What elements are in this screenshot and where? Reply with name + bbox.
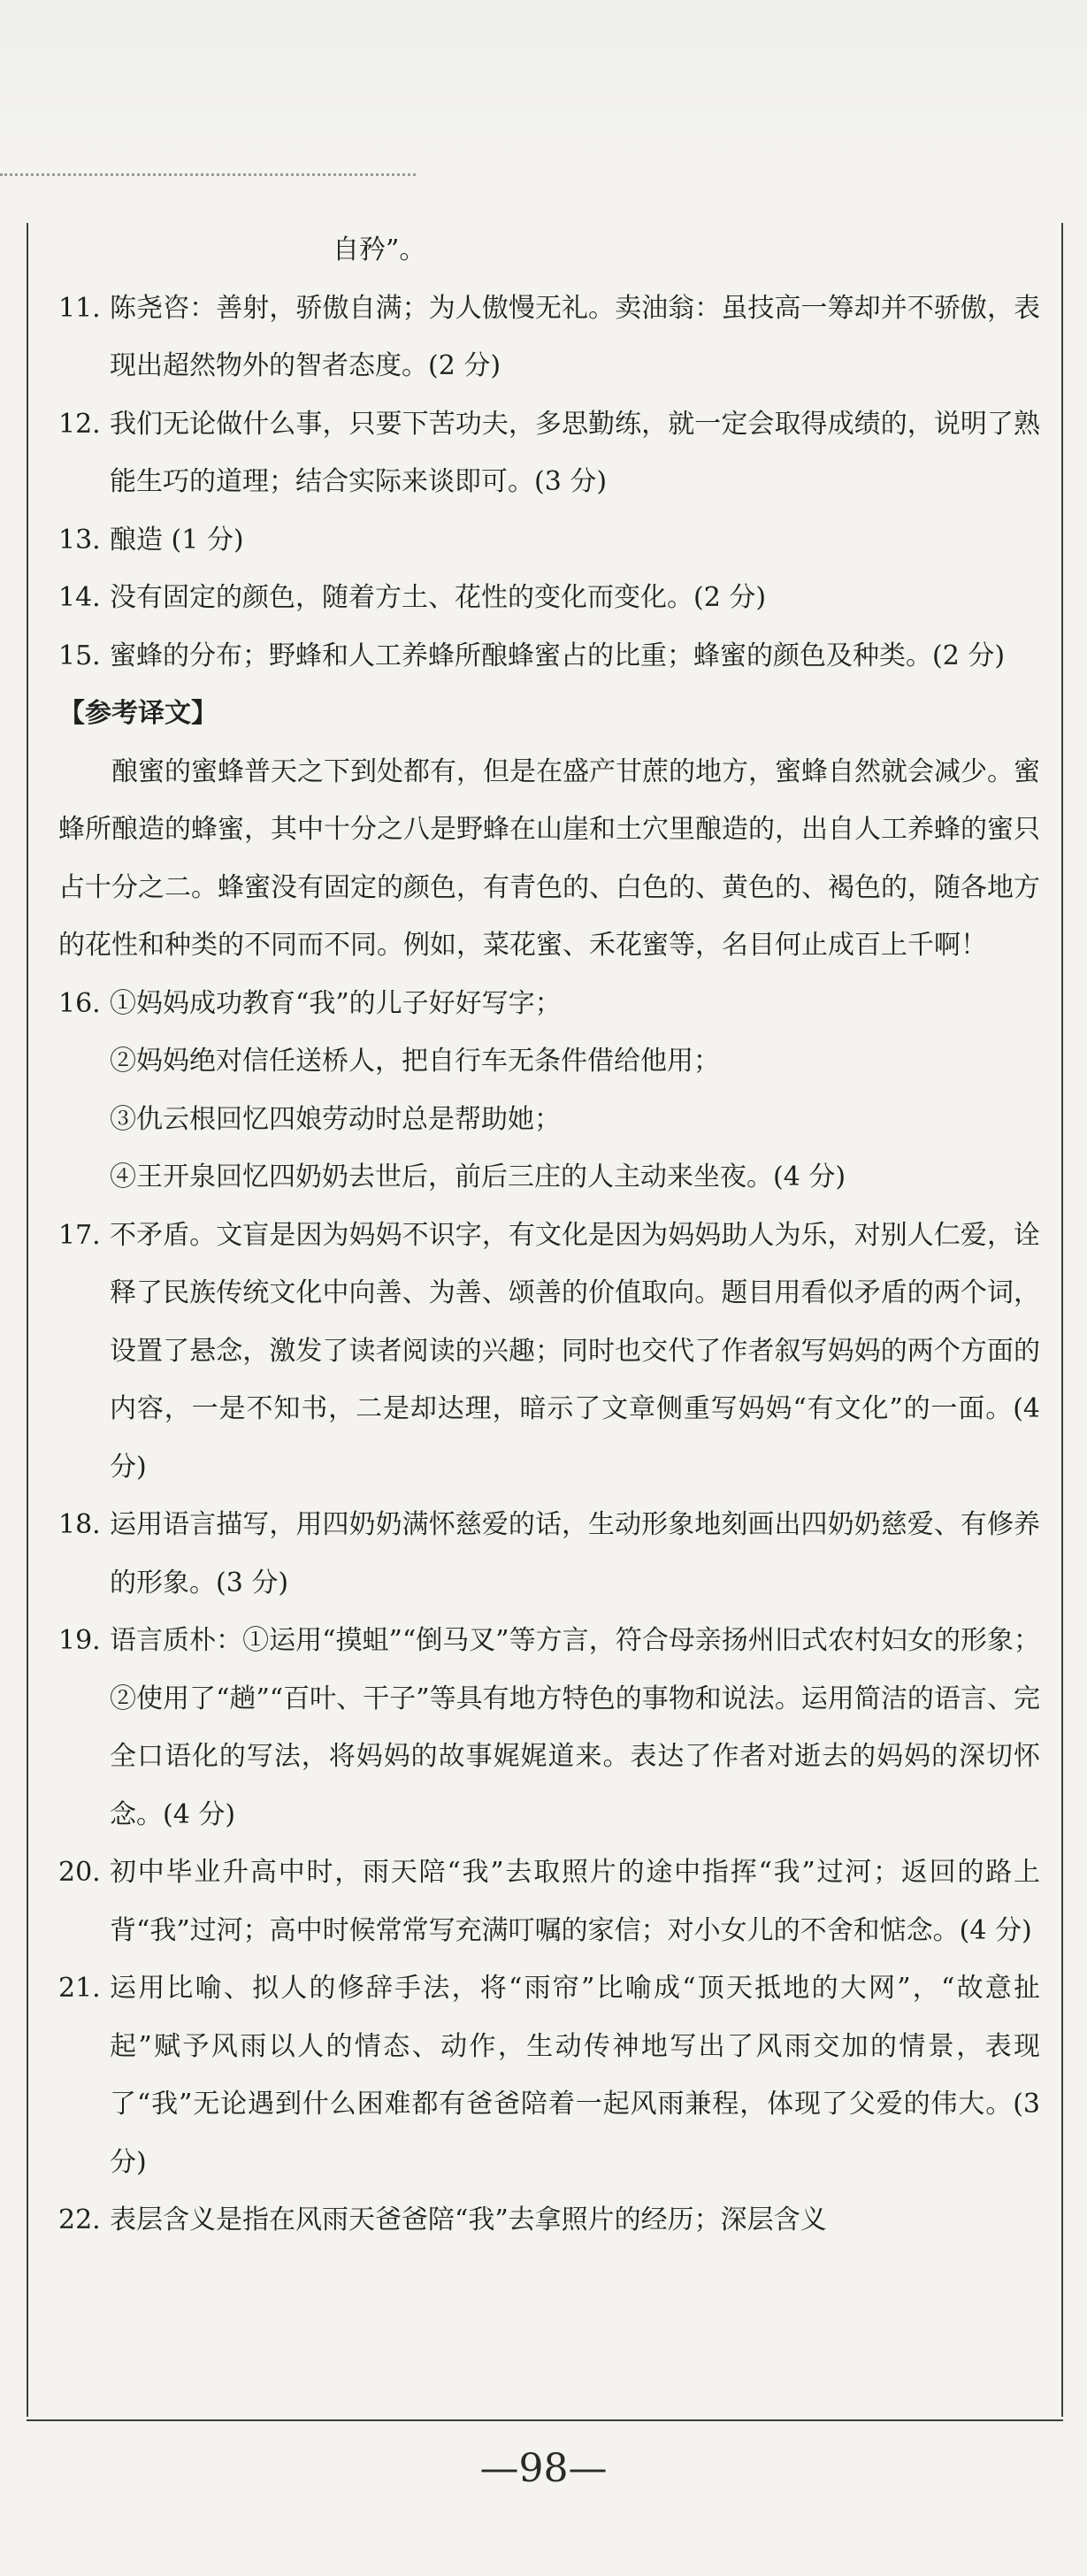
answer-number: 22.	[58, 2204, 101, 2235]
answer-number: 18.	[58, 1509, 101, 1540]
answer-number: 16.	[58, 987, 101, 1019]
answer-text: 蜜蜂的分布；野蜂和人工养蜂所酿蜂蜜占的比重；蜂蜜的颜色及种类。(2 分)	[110, 640, 1006, 671]
answer-16-item-4: ④王开泉回忆四奶奶去世后，前后三庄的人主动来坐夜。(4 分)	[110, 1162, 846, 1192]
answer-number: 20.	[58, 1857, 101, 1888]
answer-item	[58, 627, 1040, 686]
answer-text: 不矛盾。文盲是因为妈妈不识字，有文化是因为妈妈助人为乐，对别人仁爱，诠释了民族传统文化中向善、为善、颂善的价值取向。题目用看似矛盾的两个词，设置了悬念，激发了读者阅读的兴趣；同时也交代了作者叙写妈妈的两个方面的内容，一是不知书，二是却达理，暗示了文章侧重写妈妈“有文化”的一面。(4 分)	[110, 1219, 1040, 1483]
answer-16-item-2: ②妈妈绝对信任送桥人，把自行车无条件借给他用；	[110, 1046, 720, 1077]
answer-key	[58, 221, 1040, 2250]
dotted-rule	[0, 173, 416, 176]
answer-16-item-1: ①妈妈成功教育“我”的儿子好好写字；	[110, 987, 562, 1019]
page-number: —98—	[479, 2446, 608, 2491]
answer-item	[58, 1959, 1040, 2191]
page-border-bottom	[27, 2419, 1063, 2421]
answer-text: 陈尧咨：善射，骄傲自满；为人傲慢无礼。卖油翁：虽技高一筹却并不骄傲，表现出超然物外的智者态度。(2 分)	[110, 292, 1040, 381]
answers-group-b	[58, 1207, 1040, 2250]
page-border-left	[27, 223, 28, 2417]
answer-text: 酿造 (1 分)	[110, 524, 244, 556]
answer-number: 14.	[58, 582, 101, 613]
answer-item	[58, 280, 1040, 395]
answer-item	[58, 511, 1040, 570]
answer-item	[58, 1612, 1040, 1844]
answer-number: 11.	[58, 292, 101, 324]
answer-text: 语言质朴：①运用“摸蛆”“倒马叉”等方言，符合母亲扬州旧式农村妇女的形象；②使用了“趟”“百叶、干子”等具有地方特色的事物和说法。运用简洁的语言、完全口语化的写法，将妈妈的故事娓娓道来。表达了作者对逝去的妈妈的深切怀念。(4 分)	[110, 1625, 1040, 1830]
answer-16-item-3: ③仇云根回忆四娘劳动时总是帮助她；	[110, 1103, 561, 1135]
answer-number: 17.	[58, 1219, 101, 1251]
answer-text: 运用比喻、拟人的修辞手法，将“雨帘”比喻成“顶天抵地的大网”，“故意扯起”赋予风雨以人的情态、动作，生动传神地写出了风雨交加的情景，表现了“我”无论遇到什么困难都有爸爸陪着一起风雨兼程，体现了父爱的伟大。(3 分)	[110, 1973, 1040, 2178]
answer-text: 我们无论做什么事，只要下苦功夫，多思勤练，就一定会取得成绩的，说明了熟能生巧的道理；结合实际来谈即可。(3 分)	[110, 408, 1040, 497]
answer-item	[58, 2191, 1040, 2250]
answer-text: 表层含义是指在风雨天爸爸陪“我”去拿照片的经历；深层含义	[110, 2204, 827, 2235]
reference-heading: 【参考译文】	[58, 698, 218, 729]
answer-16	[58, 975, 1040, 1207]
answer-number: 13.	[58, 524, 101, 556]
answer-number: 15.	[58, 640, 101, 671]
answer-number: 19.	[58, 1625, 101, 1656]
answer-number: 12.	[58, 408, 101, 440]
answer-text: 运用语言描写，用四奶奶满怀慈爱的话，生动形象地刻画出四奶奶慈爱、有修养的形象。(3 分)	[110, 1509, 1040, 1598]
answer-item	[58, 1496, 1040, 1612]
reference-paragraph: 酿蜜的蜜蜂普天之下到处都有，但是在盛产甘蔗的地方，蜜蜂自然就会减少。蜜蜂所酿造的蜂蜜，其中十分之八是野蜂在山崖和土穴里酿造的，出自人工养蜂的蜜只占十分之二。蜂蜜没有固定的颜色，有青色的、白色的、黄色的、褐色的，随各地方的花性和种类的不同而不同。例如，菜花蜜、禾花蜜等，名目何止成百上千啊！	[58, 755, 1040, 961]
page-border-right	[1061, 223, 1063, 2417]
continuation-line: 自矜”。	[333, 234, 426, 265]
answer-item	[58, 569, 1040, 627]
answer-number: 21.	[58, 1973, 101, 2004]
scan-top-margin	[0, 0, 1087, 168]
answer-text: 没有固定的颜色，随着方土、花性的变化而变化。(2 分)	[110, 582, 767, 613]
answer-item	[58, 1207, 1040, 1497]
answer-text: 初中毕业升高中时，雨天陪“我”去取照片的途中指挥“我”过河；返回的路上背“我”过河；高中时候常常写充满叮嘱的家信；对小女儿的不舍和惦念。(4 分)	[110, 1857, 1040, 1946]
answer-item	[58, 1844, 1040, 1959]
answers-group-a	[58, 280, 1040, 686]
answer-item	[58, 395, 1040, 511]
reference-translation	[58, 743, 1040, 975]
